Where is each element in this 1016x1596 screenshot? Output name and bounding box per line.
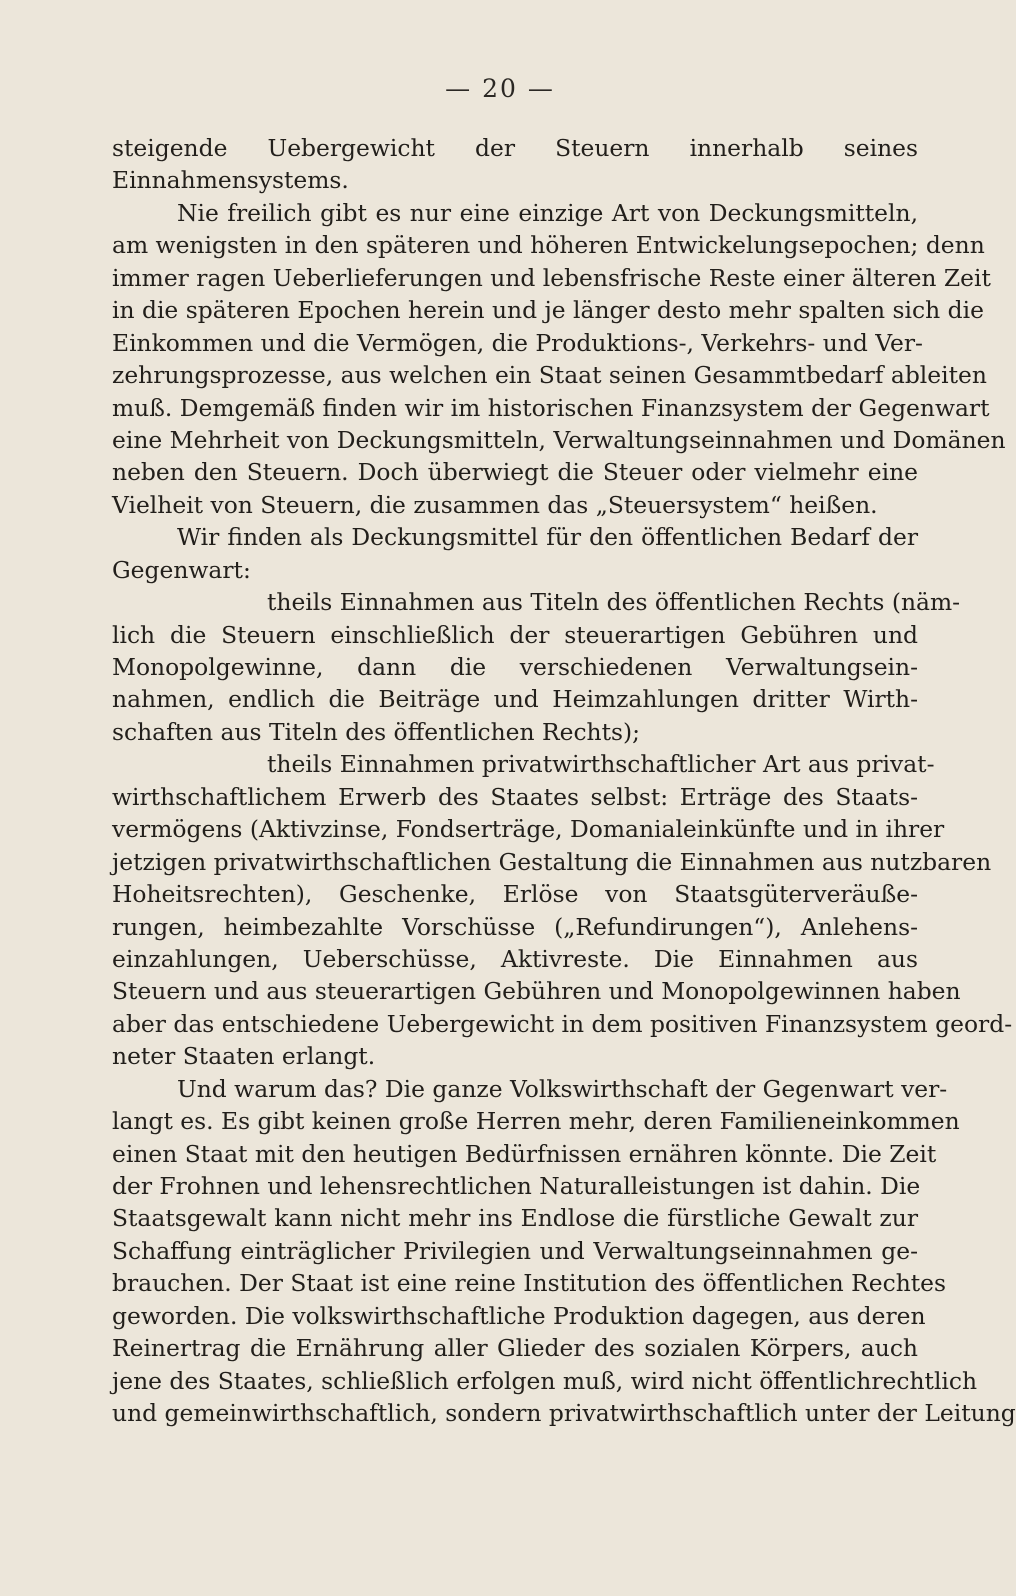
text-line: der Frohnen und lehensrechtlichen Naturalleistungen ist dahin. Die: [112, 1172, 921, 1200]
text-line: muß. Demgemäß finden wir im historischen Finanzsystem der Gegenwart: [112, 393, 990, 422]
text-line: steigende Uebergewicht der Steuern innerhalb seines: [112, 134, 918, 162]
text-line: wirthschaftlichem Erwerb des Staates selbst: Erträge des Staats-: [112, 782, 918, 811]
text-line: Nie freilich gibt es nur eine einzige Art von Deckungsmitteln,: [177, 198, 918, 227]
text-line: langt es. Es gibt keinen große Herren mehr, deren Familieneinkommen: [112, 1107, 960, 1136]
text-line: Vielheit von Steuern, die zusammen das „Steuersystem“ heißen.: [112, 490, 878, 519]
text-line: Hoheitsrechten), Geschenke, Erlöse von Staatsgüterveräuße-: [112, 880, 918, 909]
text-line: und gemeinwirthschaftlich, sondern privatwirthschaftlich unter der Leitung: [112, 1399, 1016, 1428]
text-line: einzahlungen, Ueberschüsse, Aktivreste. Die Einnahmen aus: [112, 944, 918, 973]
text-line: jene des Staates, schließlich erfolgen muß, wird nicht öffentlichrechtlich: [112, 1366, 978, 1395]
text-line: aber das entschiedene Uebergewicht in dem positiven Finanzsystem geord-: [112, 1009, 1013, 1038]
body-text: [112, 132, 1016, 1430]
text-line: immer ragen Ueberlieferungen und lebensfrische Reste einer älteren Zeit: [112, 263, 991, 292]
text-line: Monopolgewinne, dann die verschiedenen Verwaltungsein-: [112, 653, 918, 681]
text-line: eine Mehrheit von Deckungsmitteln, Verwaltungseinnahmen und Domänen: [112, 425, 1006, 454]
text-line: Schaffung einträglicher Privilegien und Verwaltungseinnahmen ge-: [112, 1236, 918, 1265]
text-line: Reinertrag die Ernährung aller Glieder des sozialen Körpers, auch: [112, 1334, 918, 1363]
text-line: jetzigen privatwirthschaftlichen Gestaltung die Einnahmen aus nutzbaren: [112, 847, 992, 876]
text-line: Gegenwart:: [112, 555, 251, 584]
text-line: Wir finden als Deckungsmittel für den öffentlichen Bedarf der: [177, 523, 918, 552]
text-line: Einkommen und die Vermögen, die Produktions-, Verkehrs- und Ver-: [112, 328, 923, 357]
text-line: lich die Steuern einschließlich der steuerartigen Gebühren und: [112, 620, 918, 649]
text-line: Steuern und aus steuerartigen Gebühren und Monopolgewinnen haben: [112, 977, 961, 1006]
page-number: — 20 —: [445, 74, 555, 103]
text-line: nahmen, endlich die Beiträge und Heimzahlungen dritter Wirth-: [112, 685, 918, 714]
text-line: schaften aus Titeln des öffentlichen Rechts);: [112, 717, 641, 746]
text-line: Und warum das? Die ganze Volkswirthschaft der Gegenwart ver-: [177, 1074, 948, 1103]
text-line: brauchen. Der Staat ist eine reine Institution des öffentlichen Rechtes: [112, 1269, 947, 1298]
text-line: neter Staaten erlangt.: [112, 1042, 376, 1071]
text-line: neben den Steuern. Doch überwiegt die Steuer oder vielmehr eine: [112, 458, 918, 487]
text-line: vermögens (Aktivzinse, Fondserträge, Domanialeinkünfte und in ihrer: [112, 815, 945, 844]
text-line: rungen, heimbezahlte Vorschüsse („Refundirungen“), Anlehens-: [112, 912, 918, 941]
text-line: Staatsgewalt kann nicht mehr ins Endlose die fürstliche Gewalt zur: [112, 1204, 918, 1233]
text-line: zehrungsprozesse, aus welchen ein Staat seinen Gesammtbedarf ableiten: [112, 361, 987, 390]
text-line: theils Einnahmen privatwirthschaftlicher Art aus privat-: [267, 750, 935, 779]
text-line: theils Einnahmen aus Titeln des öffentlichen Rechts (näm-: [267, 588, 961, 617]
text-line: einen Staat mit den heutigen Bedürfnissen ernähren könnte. Die Zeit: [112, 1139, 937, 1168]
text-line: am wenigsten in den späteren und höheren Entwickelungsepochen; denn: [112, 231, 985, 260]
text-line: geworden. Die volkswirthschaftliche Produktion dagegen, aus deren: [112, 1301, 926, 1330]
text-line: in die späteren Epochen herein und je länger desto mehr spalten sich die: [112, 296, 984, 325]
text-line: Einnahmensystems.: [112, 166, 349, 195]
